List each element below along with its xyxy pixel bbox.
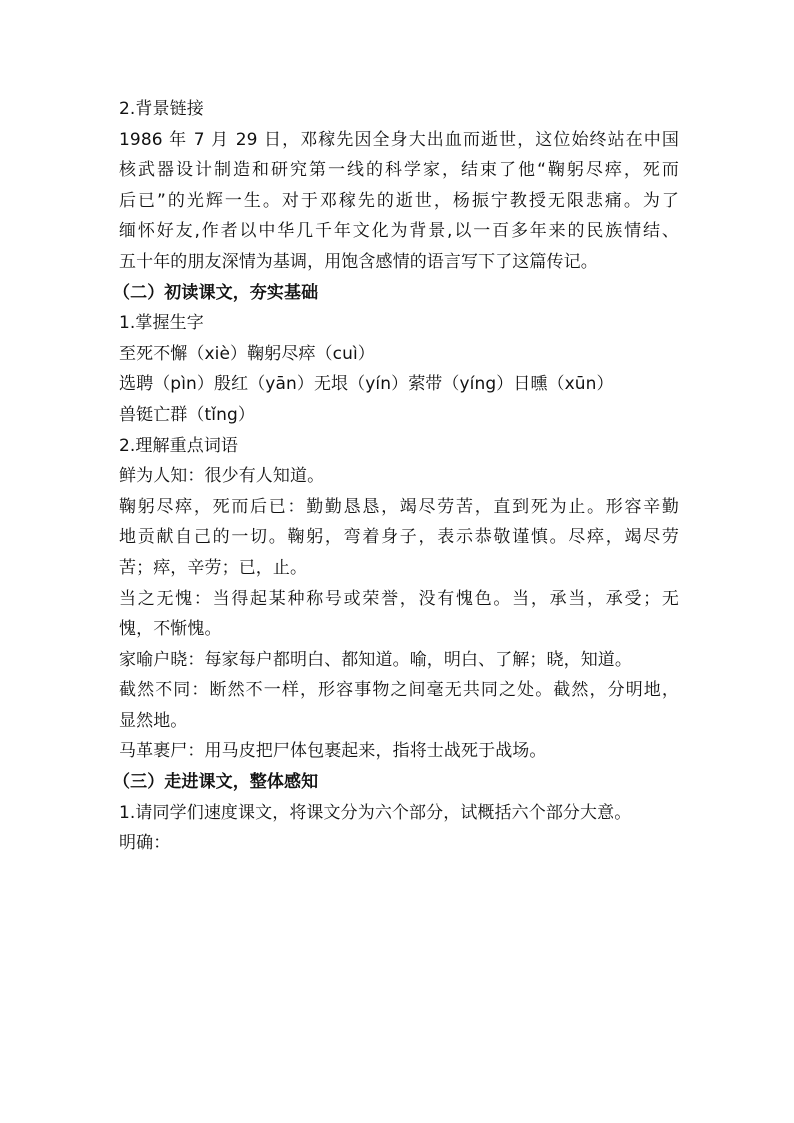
vocab-line: 鞠躬尽瘁，死而后已：勤勤恳恳，竭尽劳苦，直到死为止。形容辛勤 [119,496,679,517]
vocab-line: 当之无愧：当得起某种称号或荣誉，没有愧色。当，承当，承受；无 [119,588,679,609]
vocab-entry [119,736,679,767]
vocab-line: 苦；瘁，辛劳；已，止。 [119,557,308,578]
vocab-line: 家喻户晓：每家每户都明白、都知道。喻，明白、了解；晓，知道。 [119,649,632,670]
character-line: 至死不懈（xiè）鞠躬尽瘁（cuì） [119,343,375,364]
document-page [113,94,679,859]
vocab-entry [119,584,679,645]
character-line: 兽铤亡群（tǐng） [119,404,255,425]
characters-title: 1.掌握生字 [119,313,204,334]
vocab-title: 2.理解重点词语 [119,435,239,456]
paragraph-line: 后已”的光辉一生。对于邓稼先的逝世，杨振宁教授无限悲痛。为了 [119,190,679,211]
task-text: 1.请同学们速度课文，将课文分为六个部分，试概括六个部分大意。 [119,802,632,823]
character-line: 选聘（pìn）殷红（yān）无垠（yín）萦带（yíng）日曛（xūn） [119,374,614,395]
vocab-line: 鲜为人知：很少有人知道。 [119,466,325,487]
paragraph-line: 缅怀好友,作者以中华几千年文化为背景,以一百多年来的民族情结、 [119,221,679,242]
section-heading-overview: （三）走进课文，整体感知 [113,772,319,793]
vocab-line: 截然不同：断然不一样，形容事物之间毫无共同之处。截然，分明地， [119,680,679,701]
vocab-line: 地贡献自己的一切。鞠躬，弯着身子，表示恭敬谨慎。尽瘁，竭尽劳 [119,527,679,548]
paragraph-line: 核武器设计制造和研究第一线的科学家，结束了他“鞠躬尽瘁，死而 [119,160,679,181]
vocab-line: 显然地。 [119,710,188,731]
vocab-line: 马革裹尸：用马皮把尸体包裹起来，指将士战死于战场。 [119,741,547,762]
background-title: 2.背景链接 [119,99,204,119]
vocab-entry [119,461,679,492]
section-heading-basics: （二）初读课文，夯实基础 [113,282,319,303]
background-paragraph [119,125,679,278]
vocab-line: 愧，不惭愧。 [119,619,222,640]
vocab-entry [119,492,679,584]
answer-label: 明确： [119,833,171,854]
vocab-entry [119,645,679,676]
paragraph-line: 1986 年 7 月 29 日，邓稼先因全身大出血而逝世，这位始终站在中国 [119,129,679,150]
vocab-entry [119,675,679,736]
paragraph-line: 五十年的朋友深情为基调，用饱含感情的语言写下了这篇传记。 [119,251,598,272]
